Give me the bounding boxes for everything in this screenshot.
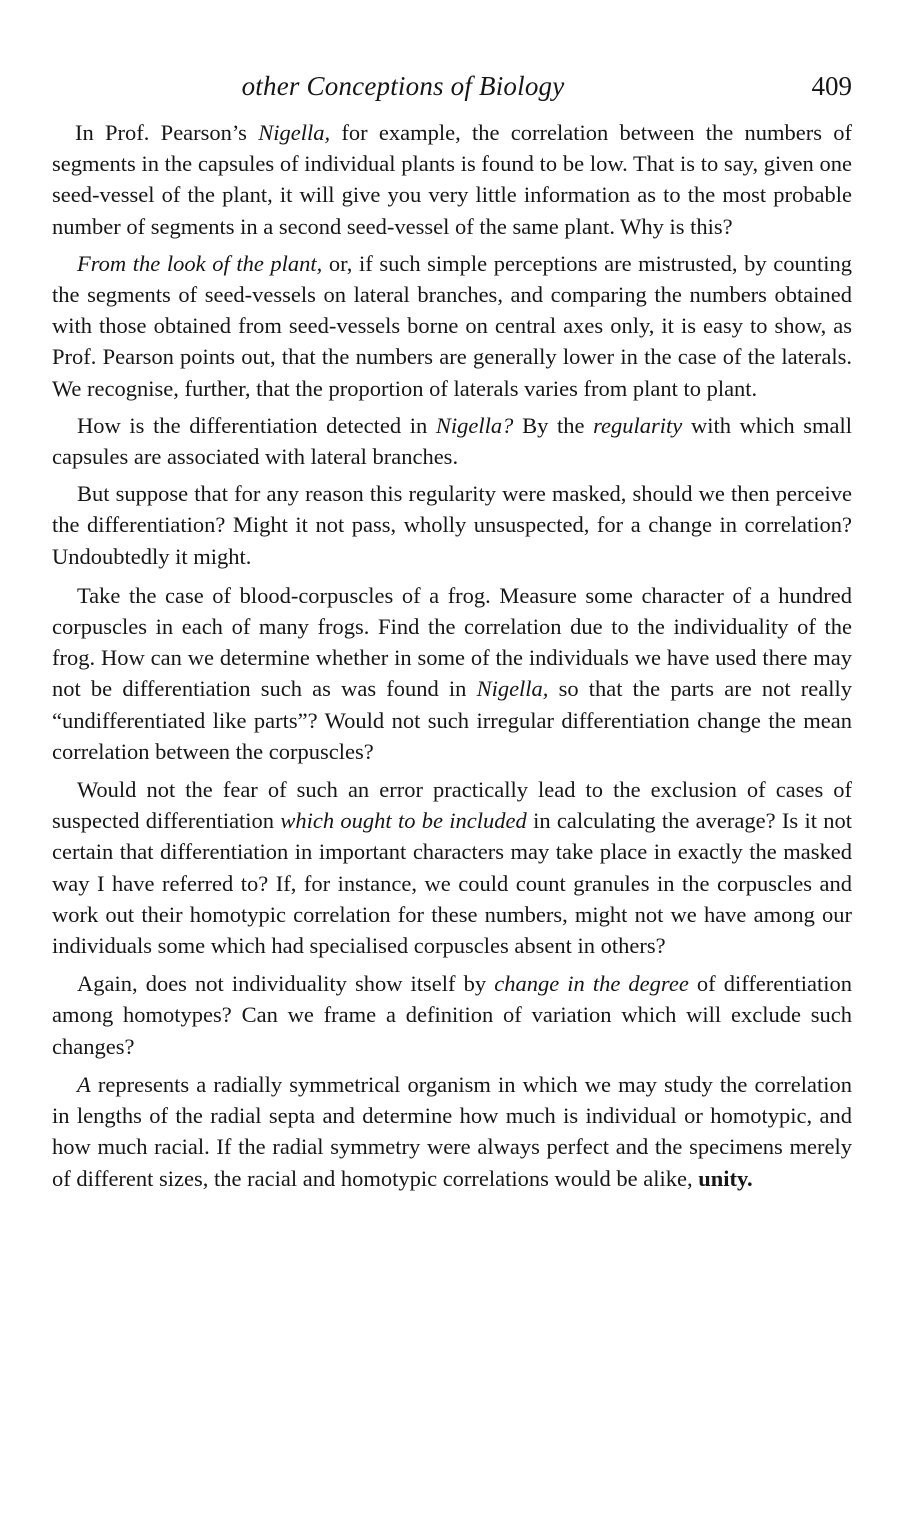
text-run: so that the parts are not really “undifferentiated like parts”? Would not such irregular differentiation change the mean correlation between the corpuscles? [52,676,852,764]
paragraph [52,580,852,767]
text-run: change in the degree [494,971,689,997]
text-run: How is the differentiation detected in [77,412,436,438]
running-head [52,66,852,106]
text-run: with which small capsules are associated with lateral branches. [52,412,852,470]
paragraph [52,410,852,472]
text-run: unity. [698,1165,753,1191]
text-run: Nigella, [476,676,549,702]
text-run: in calculating the average? Is it not certain that differentiation in important characters may take place in exactly the masked way I have referred to? If, for instance, we could count granules in the corpuscles and work out their homotypic correlation for these numbers, might not we have among our individuals some which had specialised corpuscles absent in others? [52,808,852,959]
text-run: From the look of the plant, [77,250,323,276]
text-run: Would not the fear of such an error practically lead to the exclusion of cases of suspected differentiation [52,777,852,834]
text-run: regularity [593,412,683,438]
text-run: which ought to be included [280,808,527,834]
paragraph [52,774,852,961]
text-run: By the [513,412,594,438]
running-title: other Conceptions of Biology [241,71,565,101]
paragraph [52,117,852,242]
text-run: Nigella? [435,412,514,438]
body-text [52,117,852,1201]
text-run: or, if such simple perceptions are mistrusted, by counting the segments of seed-vessels on lateral branches, and comparing the numbers obtained with those obtained from seed-vessels borne on central axes only, it is easy to show, as Prof. Pearson points out, that the numbers are generally lower in the case of the laterals. We recognise, further, that the proportion of laterals varies from plant to plant. [52,250,852,401]
text-run: Nigella, [258,120,331,145]
page-number: 409 [811,71,852,101]
text-run: of differentiation among homotypes? Can we frame a definition of variation which will exclude such changes? [52,971,853,1059]
text-run: A [77,1071,91,1097]
text-run: represents a radially symmetrical organism in which we may study the correlation in lengths of the radial septa and determine how much is individual or homotypic, and how much racial. If the radial symmetry were always perfect and the specimens merely of different sizes, the racial and homotypic correlations would be alike, [52,1071,852,1191]
text-run: In Prof. Pearson’s [75,120,259,145]
paragraph [52,248,852,404]
paragraph [52,478,852,572]
text-run: Take the case of blood-corpuscles of a frog. Measure some character of a hundred corpuscles in each of many frogs. Find the correlation due to the individuality of the frog. How can we determine whether in some of the individuals we have used there may not be differentiation such as was found in [52,582,852,702]
paragraph [52,1069,852,1194]
text-run: Again, does not individuality show itself by [77,971,495,997]
text-run: But suppose that for any reason this regularity were masked, should we then perceive the differentiation? Might it not pass, wholly unsuspected, for a change in correlation? Undoubtedly it might. [52,481,852,569]
text-run: for example, the correlation between the numbers of segments in the capsules of individual plants is found to be low. That is to say, given one seed-vessel of the plant, it will give you very little information as to the most probable number of segments in a second seed-vessel of the same plant. Why is this? [52,120,853,239]
paragraph [52,968,852,1062]
